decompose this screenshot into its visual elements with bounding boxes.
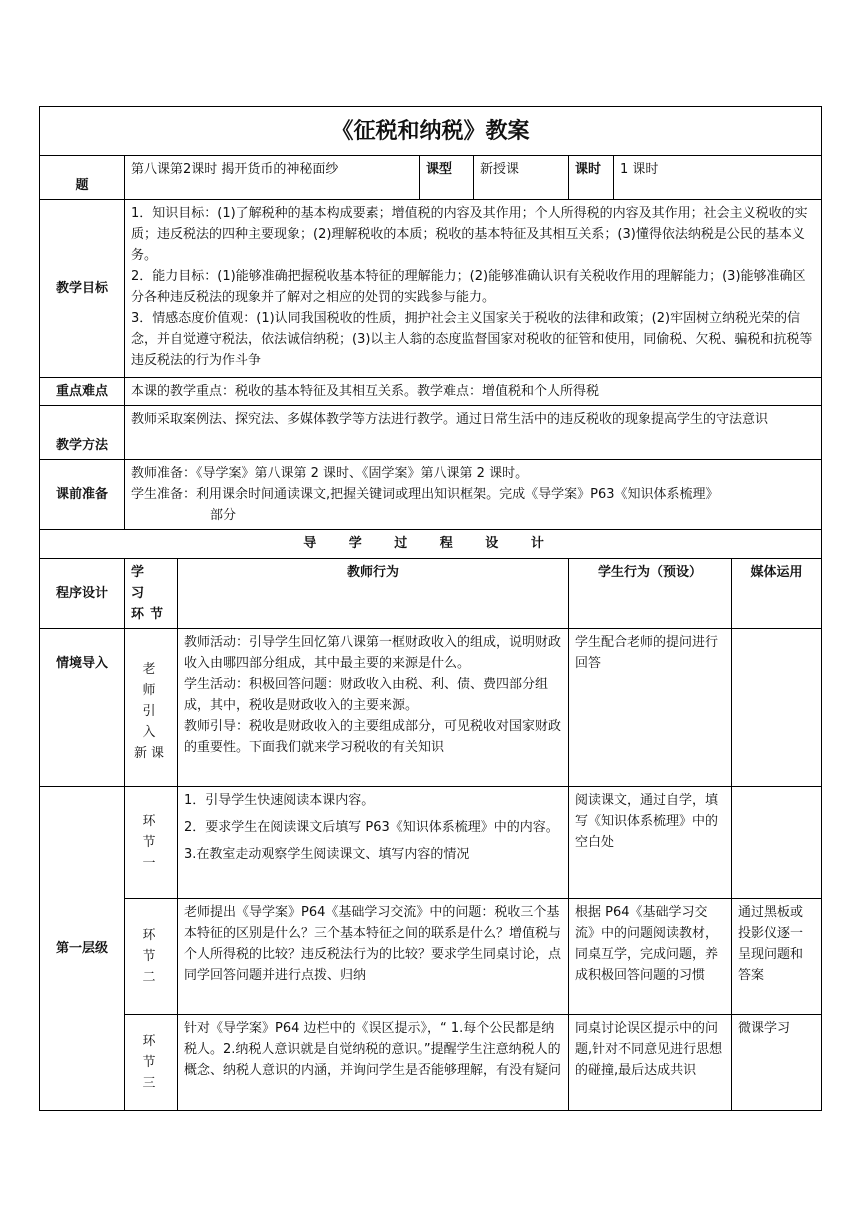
goals-content [125, 200, 822, 378]
teacher-line: 学生活动：积极回答问题：财政收入由税、利、债、费四部分组成，其中，税收是财政收入的主要来源。 [184, 677, 549, 713]
prep-student-cont: 部分 [210, 508, 237, 523]
goal-knowledge: 1．知识目标：(1)了解税种的基本构成要素；增值税的内容及其作用；个人所得税的内容及其作用；社会主义税收的实质；违反税法的四种主要现象；(2)理解税收的本质；税收的基本特征及其相互关系；(3)懂得依法纳税是公民的基本义务。 [131, 206, 808, 263]
document-title: 《征税和纳税》教案 [40, 107, 822, 156]
goal-attitude: 3．情感态度价值观：(1)认同我国税收的性质，拥护社会主义国家关于税收的法律和政策；(2)牢固树立纳税光荣的信念，并自觉遵守税法，依法诚信纳税；(3)以主人翁的态度监督国家对税收的征管和使用，同偷税、欠税、骗税和抗税等违反税法的行为作斗争 [131, 311, 813, 368]
row-program: 第一层级 [40, 787, 125, 1111]
table-row [40, 629, 822, 787]
row-media: 通过黑板或投影仪逐一呈现问题和答案 [732, 899, 822, 1015]
prep-student: 学生准备：利用课余时间通读课文,把握关键词或理出知识框架。完成《导学案》P63《知识体系梳理》 [131, 487, 719, 502]
type-label: 课型 [420, 156, 474, 200]
teacher-line: 教师引导：税收是财政收入的主要组成部分，可见税收对国家财政的重要性。下面我们就来学习税收的有关知识 [184, 719, 562, 755]
table-row [40, 899, 822, 1015]
row-program: 情境导入 [40, 629, 125, 787]
row-student: 阅读课文，通过自学，填写《知识体系梳理》中的空白处 [569, 787, 732, 899]
method-content: 教师采取案例法、探究法、多媒体教学等方法进行教学。通过日常生活中的违反税收的现象提高学生的守法意识 [125, 406, 822, 460]
col-program: 程序设计 [40, 559, 125, 629]
col-env: 学 习 环节 [125, 559, 178, 629]
prep-content [125, 460, 822, 530]
row-env: 老 师 引 入 新课 [125, 629, 178, 787]
row-student: 学生配合老师的提问进行回答 [569, 629, 732, 787]
type-value: 新授课 [474, 156, 569, 200]
teacher-line: 3.在教室走动观察学生阅读课文、填写内容的情况 [184, 847, 470, 862]
row-env: 环 节 一 [125, 787, 178, 899]
teacher-line: 1．引导学生快速阅读本课内容。 [184, 793, 375, 808]
hours-label: 课时 [569, 156, 614, 200]
row-student: 同桌讨论误区提示中的问题,针对不同意见进行思想的碰撞,最后达成共识 [569, 1015, 732, 1111]
topic-label: 题 [40, 156, 125, 200]
row-teacher: 针对《导学案》P64 边栏中的《误区提示》，“ 1.每个公民都是纳税人。2.纳税人意识就是自觉纳税的意识。”提醒学生注意纳税人的概念、纳税人意识的内涵，并询问学生是否能够理解，有没有疑问 [178, 1015, 569, 1111]
teacher-line: 教师活动：引导学生回忆第八课第一框财政收入的组成，说明财政收入由哪四部分组成，其中最主要的来源是什么。 [184, 635, 562, 671]
hours-value: 1 课时 [614, 156, 822, 200]
design-section-title: 导 学 过 程 设 计 [40, 530, 822, 559]
row-env: 环 节 三 [125, 1015, 178, 1111]
col-student: 学生行为（预设） [569, 559, 732, 629]
method-label: 教学方法 [40, 406, 125, 460]
table-row [40, 787, 822, 899]
teacher-line: 2．要求学生在阅读课文后填写 P63《知识体系梳理》中的内容。 [184, 820, 559, 835]
key-content: 本课的教学重点：税收的基本特征及其相互关系。教学难点：增值税和个人所得税 [125, 378, 822, 406]
col-media: 媒体运用 [732, 559, 822, 629]
table-row [40, 1015, 822, 1111]
row-student: 根据 P64《基础学习交流》中的问题阅读教材，同桌互学，完成问题，养成积极回答问题的习惯 [569, 899, 732, 1015]
prep-teacher: 教师准备：《导学案》第八课第 2 课时、《固学案》第八课第 2 课时。 [131, 466, 529, 481]
prep-label: 课前准备 [40, 460, 125, 530]
row-media [732, 629, 822, 787]
row-env: 环 节 二 [125, 899, 178, 1015]
goals-label: 教学目标 [40, 200, 125, 378]
row-teacher [178, 787, 569, 899]
col-teacher: 教师行为 [178, 559, 569, 629]
row-teacher: 老师提出《导学案》P64《基础学习交流》中的问题：税收三个基本特征的区别是什么？三个基本特征之间的联系是什么？增值税与个人所得税的比较？违反税法行为的比较？要求学生同桌讨论，点同学回答问题并进行点拨、归纳 [178, 899, 569, 1015]
topic-value: 第八课第2课时 揭开货币的神秘面纱 [125, 156, 420, 200]
goal-ability: 2．能力目标：(1)能够准确把握税收基本特征的理解能力；(2)能够准确认识有关税收作用的理解能力；(3)能够准确区分各种违反税法的现象并了解对之相应的处罚的实践参与能力。 [131, 269, 806, 305]
row-media: 微课学习 [732, 1015, 822, 1111]
lesson-plan-table [39, 106, 822, 1111]
row-teacher [178, 629, 569, 787]
key-label: 重点难点 [40, 378, 125, 406]
row-media [732, 787, 822, 899]
